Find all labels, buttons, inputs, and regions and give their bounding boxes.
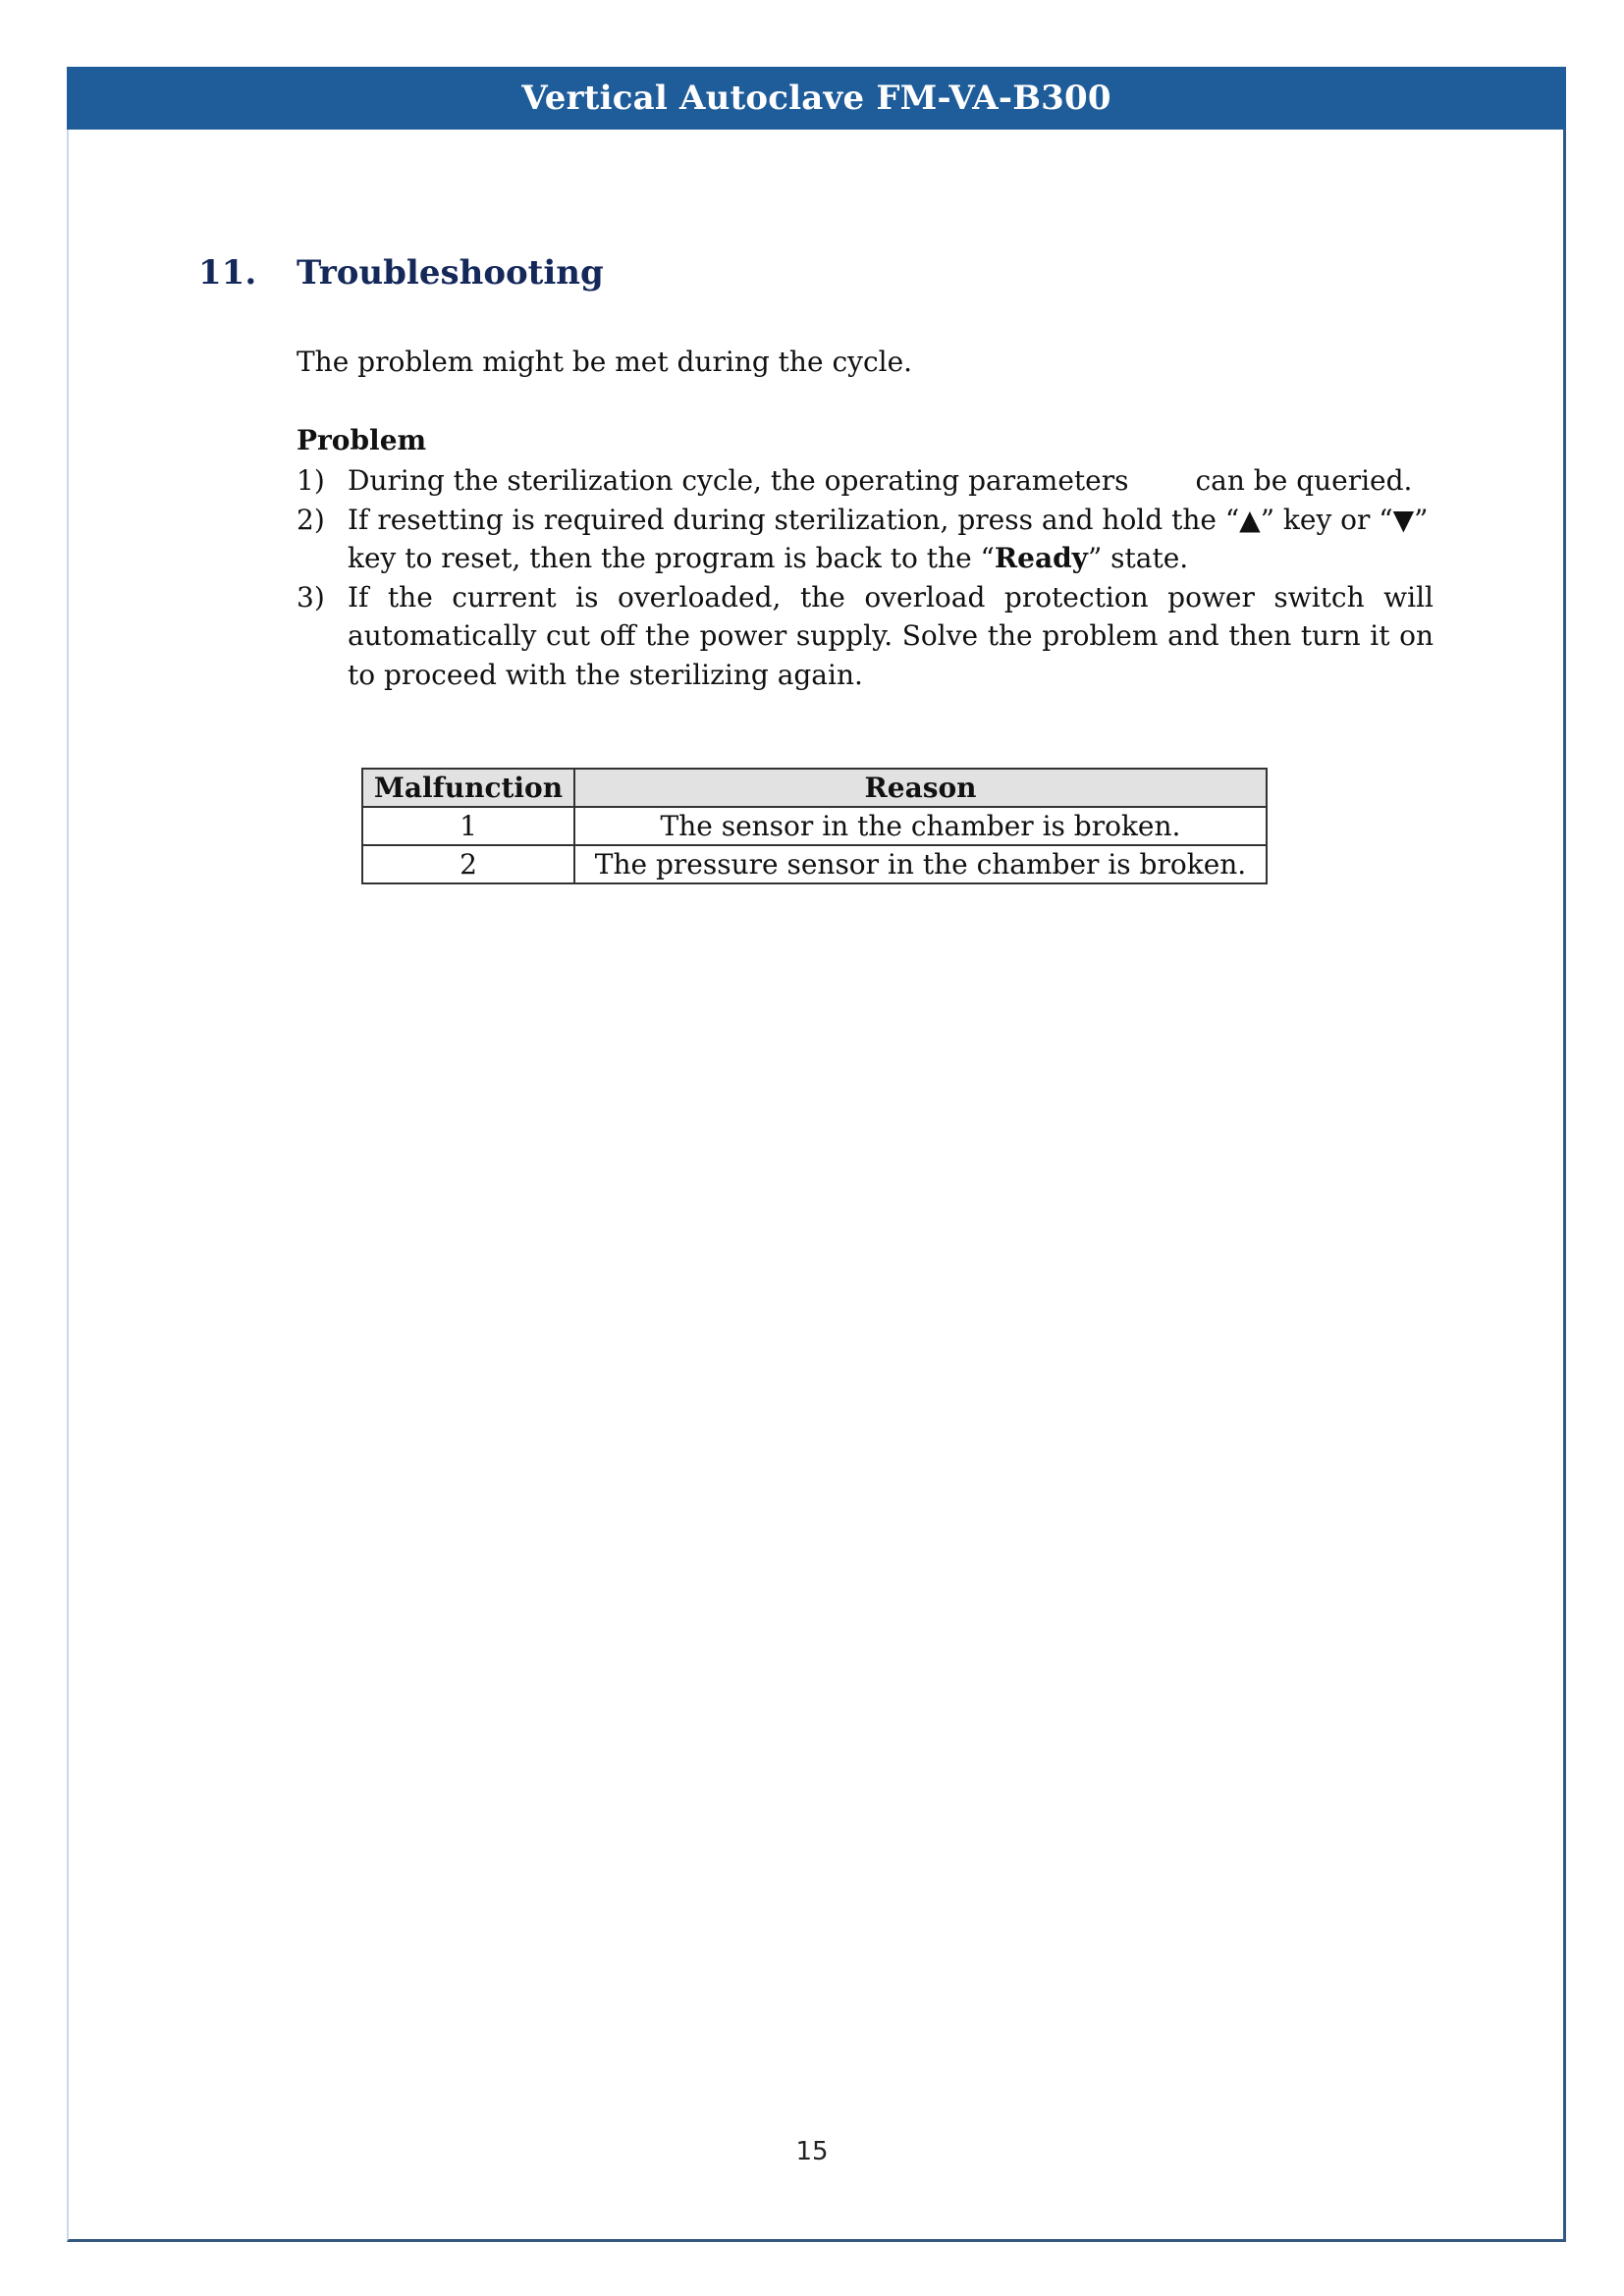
- table-header-row: [362, 769, 1267, 807]
- section-heading: [198, 253, 604, 293]
- malfunction-code-cell: 1: [362, 807, 574, 845]
- problem-label: Problem: [297, 424, 427, 456]
- page-frame: [67, 67, 1566, 2242]
- list-item-number: 1): [297, 464, 325, 497]
- section-title: Troubleshooting: [297, 253, 604, 293]
- list-item-text: [348, 461, 1434, 501]
- page-number: 15: [795, 2137, 829, 2166]
- column-header-reason: Reason: [574, 769, 1267, 807]
- problem-list: [297, 461, 1434, 694]
- intro-paragraph: The problem might be met during the cycle.: [297, 346, 913, 378]
- list-item-text-part: If resetting is required during sterilization, press and hold the “▲” key or “▼” key to reset, then the program is back to the “: [348, 503, 1429, 574]
- list-item-text: If the current is overloaded, the overload protection power switch will automatically cut off the power supply. Solve the problem and then turn it on to proceed with the sterilizing again.: [348, 580, 1434, 691]
- list-item: [297, 461, 1434, 501]
- document-title: Vertical Autoclave FM-VA-B300: [521, 79, 1111, 118]
- column-header-malfunction: Malfunction: [362, 769, 574, 807]
- list-item: [297, 578, 1434, 695]
- table-row: [362, 807, 1267, 845]
- list-item-number: 3): [297, 580, 325, 614]
- reason-cell: The sensor in the chamber is broken.: [574, 807, 1267, 845]
- table-row: [362, 845, 1267, 883]
- ready-state-label: Ready: [994, 542, 1088, 574]
- list-item-text-part: During the sterilization cycle, the operating parameters: [348, 464, 1129, 497]
- reason-cell: The pressure sensor in the chamber is broken.: [574, 845, 1267, 883]
- malfunction-code-cell: 2: [362, 845, 574, 883]
- malfunction-table: [361, 768, 1268, 884]
- list-item-number: 2): [297, 503, 325, 536]
- header-bar: [67, 67, 1566, 130]
- list-item-text: [348, 501, 1434, 578]
- list-item-text-part: ” state.: [1087, 542, 1189, 574]
- list-item-text-part: can be queried.: [1195, 464, 1413, 497]
- section-number: 11.: [198, 253, 257, 293]
- list-item: [297, 501, 1434, 578]
